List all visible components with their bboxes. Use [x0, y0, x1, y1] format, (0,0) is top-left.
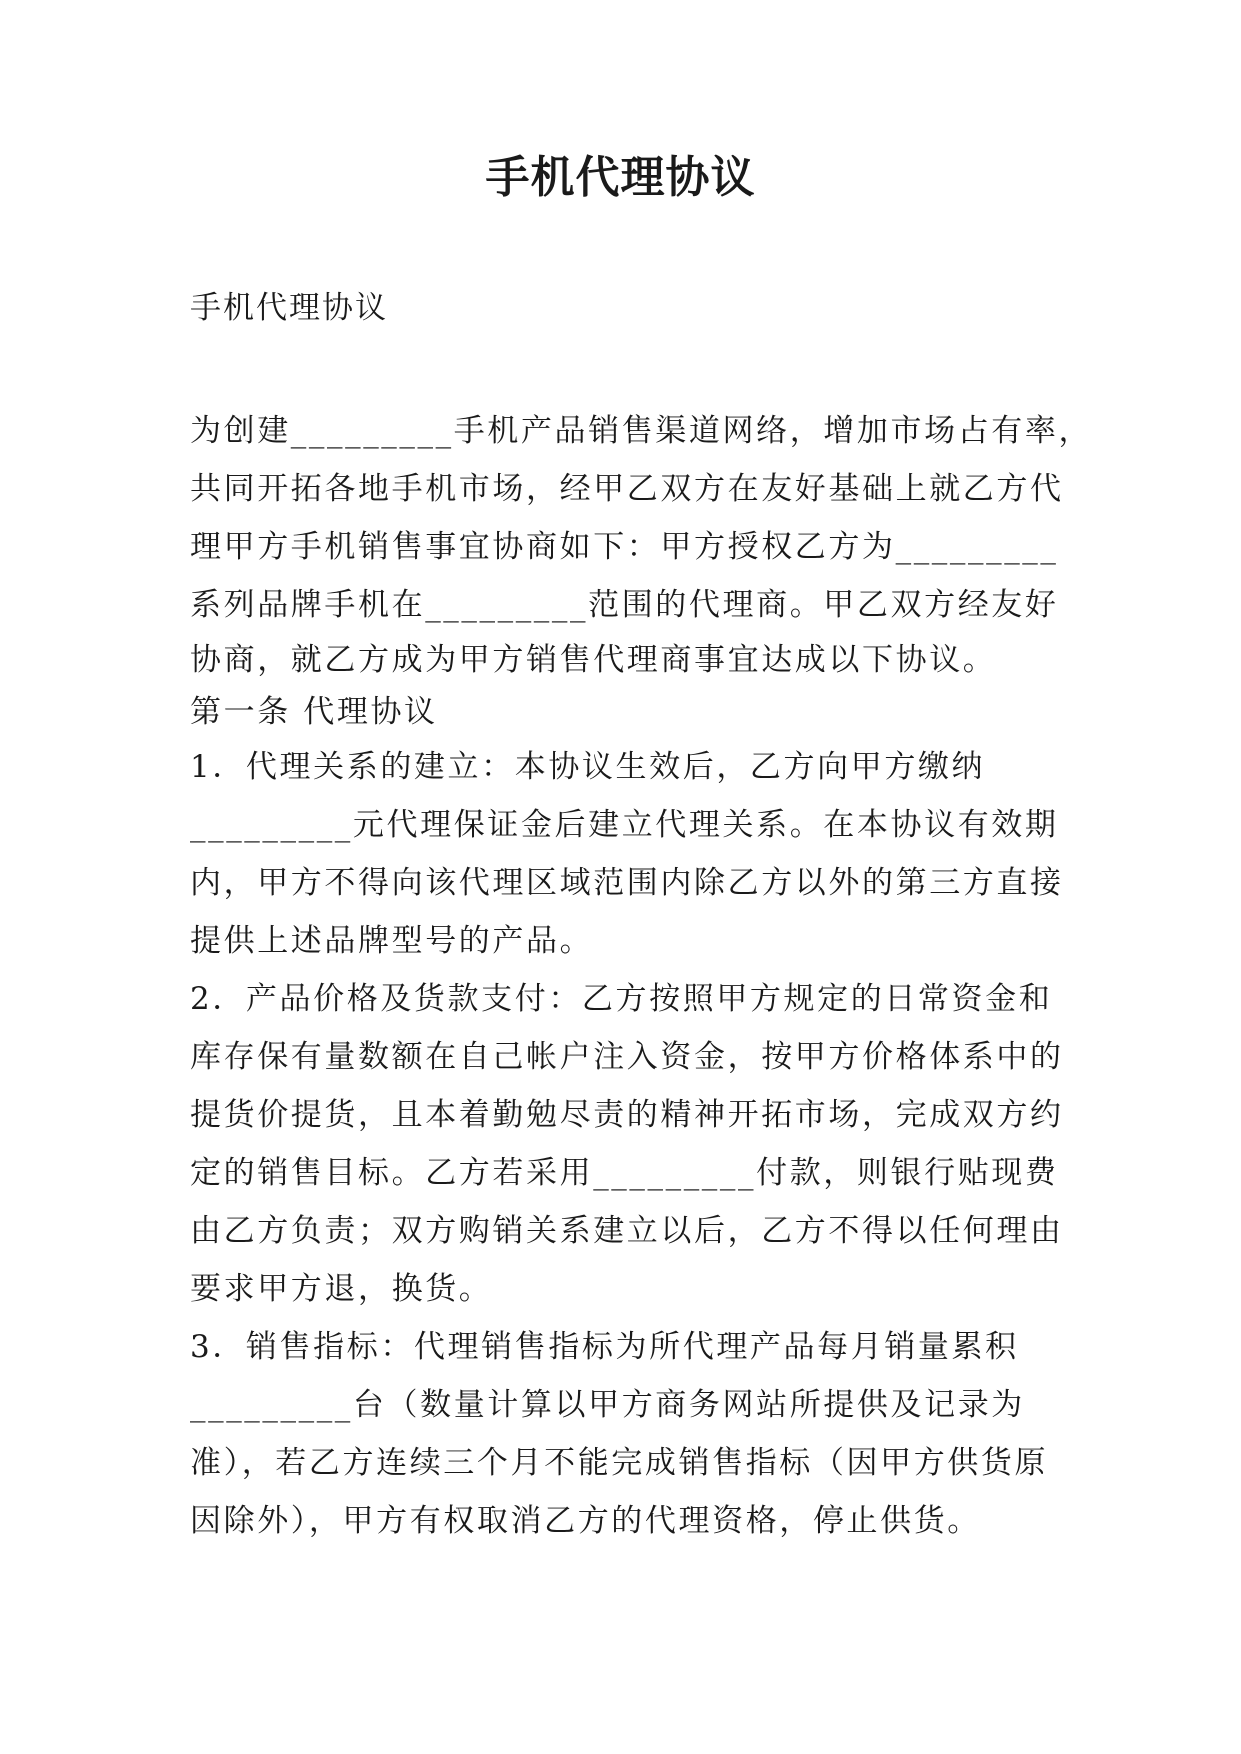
document-subtitle: 手机代理协议 — [190, 290, 388, 326]
clause-line: 要求甲方退，换货。 — [190, 1271, 493, 1307]
clause-line: 准），若乙方连续三个月不能完成销售指标（因甲方供货原 — [190, 1445, 1049, 1481]
clause-line: 提供上述品牌型号的产品。 — [190, 923, 594, 959]
clause-line: 内，甲方不得向该代理区域范围内除乙方以外的第三方直接 — [190, 865, 1064, 901]
clause-line: 提货价提货，且本着勤勉尽责的精神开拓市场，完成双方约 — [190, 1097, 1064, 1133]
paragraph-line: 共同开拓各地手机市场，经甲乙双方在友好基础上就乙方代 — [190, 471, 1064, 507]
clause-line: 由乙方负责；双方购销关系建立以后，乙方不得以任何理由 — [190, 1213, 1064, 1249]
section-heading: 第一条 代理协议 — [190, 694, 438, 730]
paragraph-line: 为创建_________手机产品销售渠道网络，增加市场占有率， — [190, 413, 1093, 449]
paragraph-line: 理甲方手机销售事宜协商如下：甲方授权乙方为_________ — [190, 529, 1059, 565]
paragraph-line: 系列品牌手机在_________范围的代理商。甲乙双方经友好 — [190, 587, 1059, 623]
clause-line: 1．代理关系的建立：本协议生效后，乙方向甲方缴纳 — [190, 749, 986, 785]
clause-line: 2．产品价格及货款支付：乙方按照甲方规定的日常资金和 — [190, 981, 1053, 1017]
clause-line: 定的销售目标。乙方若采用_________付款，则银行贴现费 — [190, 1155, 1059, 1191]
document-title: 手机代理协议 — [485, 152, 756, 203]
agreement-body — [190, 402, 1093, 1550]
clause-line: _________台（数量计算以甲方商务网站所提供及记录为 — [190, 1387, 1025, 1423]
clause-line: 库存保有量数额在自己帐户注入资金，按甲方价格体系中的 — [190, 1039, 1064, 1075]
clause-line: _________元代理保证金后建立代理关系。在本协议有效期 — [190, 807, 1059, 843]
clause-line: 3．销售指标：代理销售指标为所代理产品每月销量累积 — [190, 1329, 1019, 1365]
clause-line: 因除外），甲方有权取消乙方的代理资格，停止供货。 — [190, 1503, 981, 1539]
paragraph-line: 协商，就乙方成为甲方销售代理商事宜达成以下协议。 — [190, 642, 997, 678]
